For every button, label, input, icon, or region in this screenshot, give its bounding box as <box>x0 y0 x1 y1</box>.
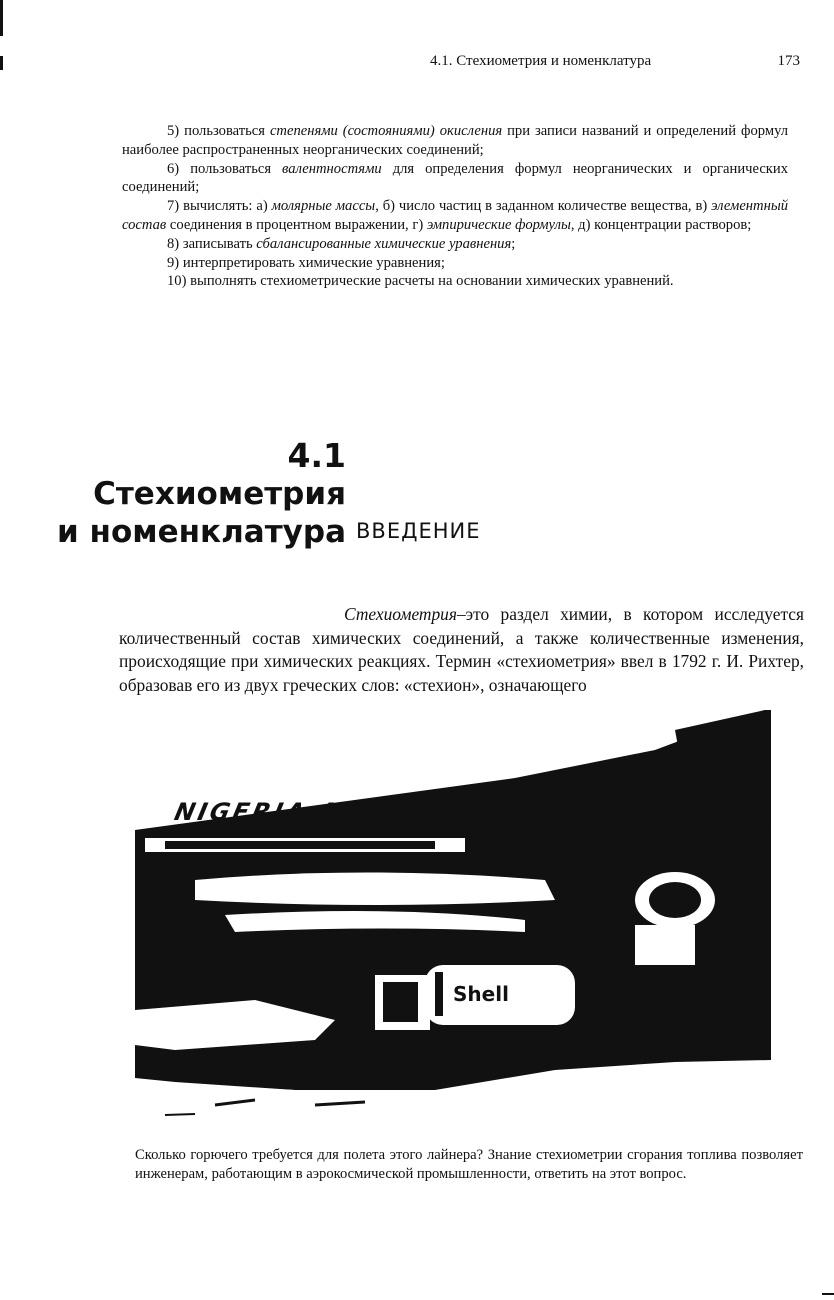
chapter-title-line: и номенклатура <box>57 514 346 550</box>
objective-item: 10) выполнять стехиометрические расчеты на основании химических уравнений. <box>167 273 674 290</box>
defined-term: Стехиометрия <box>344 604 457 624</box>
margin-bar <box>0 0 3 36</box>
objectives-list <box>122 122 788 291</box>
objective-item: 6) пользоваться валентностями для определения формул неорганических и органических соединений; <box>122 160 788 196</box>
intro-heading: ВВЕДЕНИЕ <box>356 519 481 543</box>
objective-item: 7) вычислять: а) молярные массы, б) число частиц в заданном количестве вещества, в) элементный состав соединения в процентном выражении, г) эмпирические формулы, д) концентрации растворов; <box>122 198 788 233</box>
running-head <box>400 53 800 70</box>
objective-rich-text: вычислять: а) молярные массы, б) число частиц в заданном количестве вещества, в) элементный состав соединения в процентном выражении, г) эмпирические формулы, д) концентрации растворов; <box>122 198 788 233</box>
page-number: 173 <box>777 53 800 69</box>
chapter-heading <box>0 437 346 551</box>
margin-bar <box>0 56 3 70</box>
airliner-photo <box>135 710 771 1122</box>
photo-caption <box>135 1146 803 1184</box>
running-head-title: 4.1. Стехиометрия и номенклатура <box>430 53 652 69</box>
shell-logo-lettering: Shell <box>453 982 509 1006</box>
caption-text: Сколько горючего требуется для полета этого лайнера? Знание стехиометрии сгорания топлива позволяет инженерам, работающим в аэрокосмической промышленности, ответить на этот вопрос. <box>135 1147 803 1182</box>
chapter-number: 4.1 <box>287 436 346 475</box>
intro-paragraph <box>119 603 804 697</box>
objective-item: 9) интерпретировать химические уравнения; <box>167 254 445 271</box>
airline-lettering: NIGERIA AIRWAYS <box>172 798 465 826</box>
intro-text: –это раздел химии, в котором исследуется количественный состав химических соединений, а также количественные изменения, происходящие при химических реакциях. Термин «стехиометрия» ввел в 1792 г. И. Рихтер, образовав его из двух греческих слов: «стехион», означающего <box>119 604 804 695</box>
chapter-title-line: Стехиометрия <box>93 476 346 512</box>
objective-item: 8) записывать сбалансированные химические уравнения; <box>167 235 516 252</box>
objective-item: 5) пользоваться степенями (состояниями) окисления при записи названий и определений формул наиболее распространенных неорганических соединений; <box>122 123 789 158</box>
corner-mark <box>822 1293 834 1295</box>
